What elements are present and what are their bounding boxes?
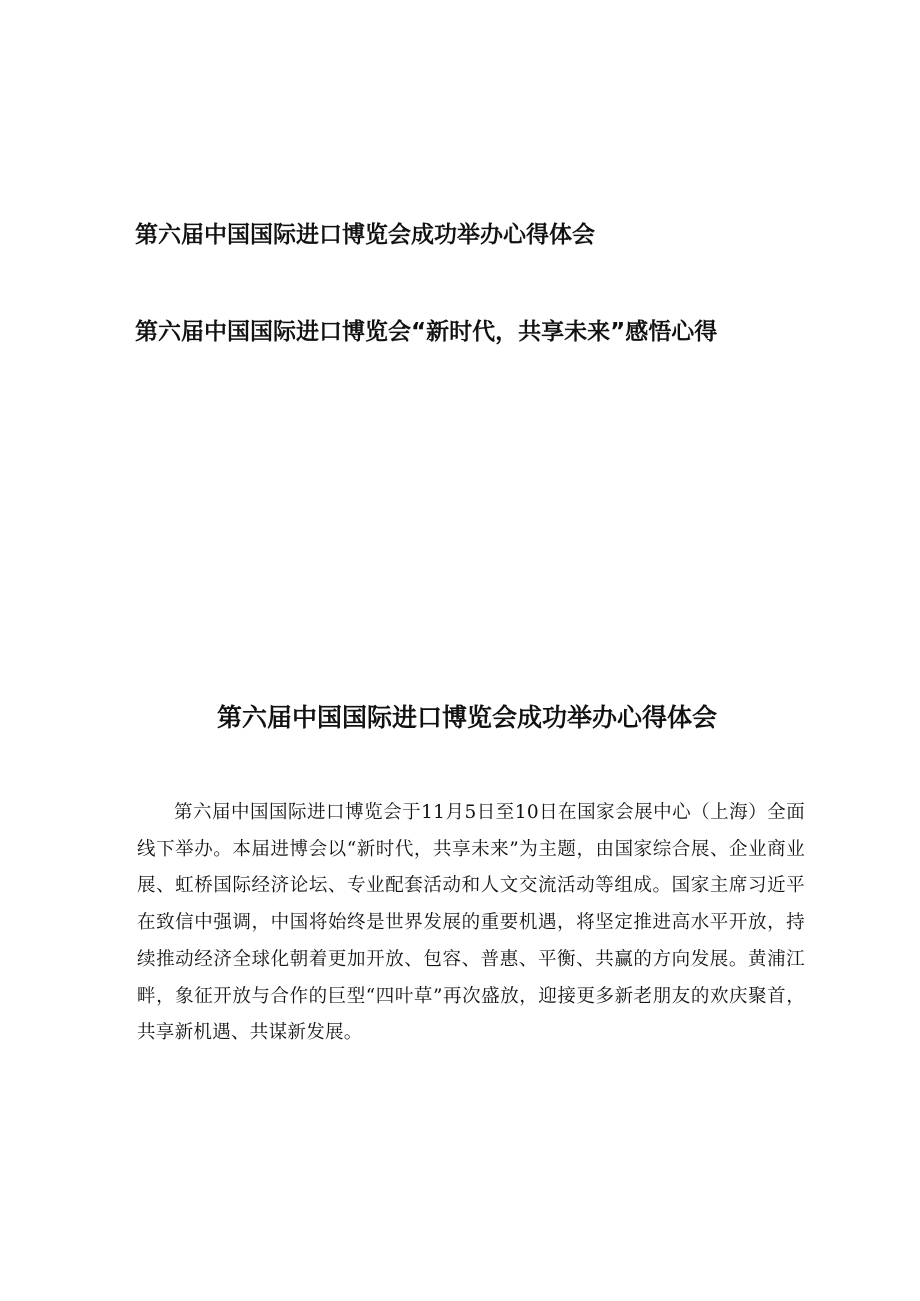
article-title: 第六届中国国际进口博览会成功举办心得体会	[216, 703, 717, 732]
toc-entry-1: 第六届中国国际进口博览会成功举办心得体会	[135, 222, 595, 248]
article-paragraph: 第六届中国国际进口博览会于11月5日至10日在国家会展中心（上海）全面线下举办。本届进博会以“新时代，共享未来”为主题，由国家综合展、企业商业展、虹桥国际经济论坛、专业配套活动和人文交流活动等组成。国家主席习近平在致信中强调，中国将始终是世界发展的重要机遇，将坚定推进高水平开放，持续推动经济全球化朝着更加开放、包容、普惠、平衡、共赢的方向发展。黄浦江畔，象征开放与合作的巨型“四叶草”再次盛放，迎接更多新老朋友的欢庆聚首，共享新机遇、共谋新发展。	[137, 802, 805, 1044]
toc-entry-2: 第六届中国国际进口博览会“新时代，共享未来”感悟心得	[135, 319, 718, 345]
